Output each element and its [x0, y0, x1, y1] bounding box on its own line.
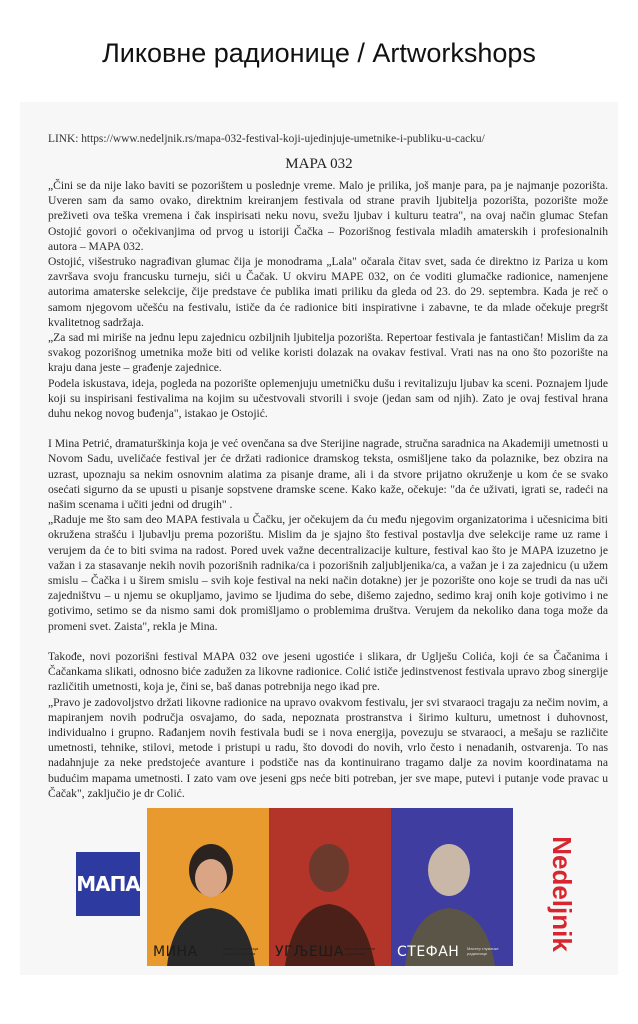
- panel-stefan: [391, 808, 513, 966]
- paragraph: Ostojić, višestruko nagrađivan glumac čija je monodrama „Lala" očarala čitav svet, sada će direktno iz Pariza u kom završava svoju francusku turneju, sići u Čačak. U okviru MAPE 032, on će voditi glumačke radionice, namenjene autorima amaterske selekcije, čije predstave će publika imati priliku da gleda od 23. do 29. septembra. Kada je reč o samom njegovom učešću na festivalu, ističe da će radionice biti inspirativne i zabavne, te da mlade očekuje pregršt kvalitetnog sadržaja.: [48, 255, 608, 329]
- paragraph: „Čini se da nije lako baviti se pozorištem u poslednje vreme. Malo je prilika, još manje para, pa je najmanje pozorišta. Uveren sam da samo ovako, direktnim kreiranjem festivala od strane pravih ljubitelja pozorišta, pozorište može preživeti ova teška vremena i čak inspirisati neku novu, svežu ljubav i kulturu teatra", na ovaj način glumac Stefan Ostojić govori o očekivanjima od prvog u istoriji Čačka – Pozorišnog festivala mladih amaterskih i profesionalnih autora – MAPA 032.: [48, 179, 608, 253]
- panel-label: УГЉЕША: [275, 944, 344, 960]
- article-heading: MAPA 032: [285, 156, 353, 172]
- nedeljnik-logo: [540, 824, 580, 964]
- article-body: [48, 178, 608, 801]
- paragraph: I Mina Petrić, dramaturškinja koja je već ovenčana sa dve Sterijine nagrade, stručna saradnica na Akademiji umetnosti u Novom Sadu, uveličaće festival jer će držati radionice dramskog teksta, osmišljene tako da polaznike, bez obzira na uzrast, upoznaju sa nekim osnovnim alatima za pisanje drame, ali i da stvore prijatno okruženje u kom će se svako osećati sigurno da se upusti u pisanje sopstvene dramske scene. Kako kaže, očekuje: "da će uživati, igrati se, radeći na našim scenama i učiti jedni od drugih" .: [48, 437, 608, 512]
- panel-subtitle: Мастер ликовне радионице: [345, 946, 376, 956]
- paragraph: Podela iskustava, ideja, pogleda na pozorište oplemenjuju umetničku dušu i revitalizuju ljubav ka sceni. Poznajem ljude koji su inspirisani festivalima na kojim su učestvovali stvorili i svoje (jedan sam od njih). Zato je ovaj festival hrana duhu nekog novog buđenja", istakao je Ostojić.: [48, 376, 608, 421]
- paragraph: Takođe, novi pozorišni festival MAPA 032 ove jeseni ugostiće i slikara, dr Uglješu Colića, koji će sa Čačanima i Čačankama slikati, odnosno biće zadužen za likovne radionice. Colić ističe jedinstvenost festivala upravo zbog sinergije različitih umetnosti, koja je, čini se, baš danas potrebnija nego ikad pre.: [48, 649, 608, 694]
- panel-subtitle: Мастер глумачке радионице: [467, 946, 499, 956]
- source-link[interactable]: LINK: https://www.nedeljnik.rs/mapa-032-festival-koji-ujedinjuje-umetnike-i-publiku-u-cacku/: [48, 133, 485, 145]
- mapa-logo-text: МАПА: [76, 872, 140, 896]
- panel-mina: [147, 808, 269, 966]
- paragraph: „Raduje me što sam deo MAPA festivala u Čačku, jer očekujem da ću među njegovim organizatorima i učesnicima biti okružena strašću i ljubavlju prema pozorištu. Mislim da je sjajno što festival postavlja dve selekcije rame uz rame i verujem da će to biti svima na radost. Pored uvek važne decentralizacije kulture, festival kao što je MAPA izuzetno je važan i za stasavanje nekih novih pozorišnih radnika/ca i pozorišnih zaljubljenika/ca, a važan je i za zajednicu (u užem smislu – Čačka i u širem smislu – svih koje festival na neki način dotakne) jer je pozorište ono koje se trudi da nas uči zajedništvu – u njemu se okupljamo, javimo se ljudima do sebe, dišemo zajedno, sedimo kraj onih koje gotivimo i ne gotivimo, setimo se da nismo sami dok promišljamo o problemima društva. Verujem da nekoliko dana toga može da promeni svet. Zaista", rekla je Mina.: [48, 513, 608, 633]
- panel-label: СТЕФАН: [397, 944, 460, 960]
- page-title: Ликовне радионице / Artworkshops: [102, 38, 536, 68]
- mapa-logo: [76, 852, 140, 916]
- panel-label: МИНА: [153, 944, 198, 960]
- portrait-stefan-icon: [391, 808, 513, 966]
- paragraph: „Za sad mi miriše na jednu lepu zajednicu ozbiljnih ljubitelja pozorišta. Repertoar festivala je fantastičan! Mislim da za svakog pozorišnog umetnika može biti od velike koristi dolazak na ovakav festival. Vrati nas na ono što pozorište na kraju dana jeste – građenje zajednice.: [48, 331, 608, 375]
- panel-subtitle: Мастер радионица драмског писања: [223, 946, 259, 956]
- portrait-mina-icon: [147, 808, 269, 966]
- panel-ugljesa: [269, 808, 391, 966]
- nedeljnik-logo-text: Nedeljnik: [547, 836, 578, 952]
- portrait-ugljesa-icon: [269, 808, 391, 966]
- paragraph: „Pravo je zadovoljstvo držati likovne radionice na upravo ovakvom festivalu, jer svi stvaraoci tragaju za nečim novim, a mapiranjem novih područja osvajamo, do sada, nepoznata prostranstva i širimo kulturu, umetnost i duhovnost, individualno i grupno. Rađanjem novih festivala budi se i nova energija, povezuju se stvaraoci, a mešaju se različite umetnosti, tehnike, stilovi, metode i pristupi u radu, što dovodi do novih, vrlo često i nenadanih, ostvarenja. To nas nadahnjuje za neke predstojeće avanture i podstiče nas da kontinuirano tragamo dalje za novim koordinatama na budućim mapama umetnosti. I zato vam ove jeseni gps neće biti potreban, jer sve mape, putevi i putanje vode pravac u Čačak", zaključio je dr Colić.: [48, 695, 608, 800]
